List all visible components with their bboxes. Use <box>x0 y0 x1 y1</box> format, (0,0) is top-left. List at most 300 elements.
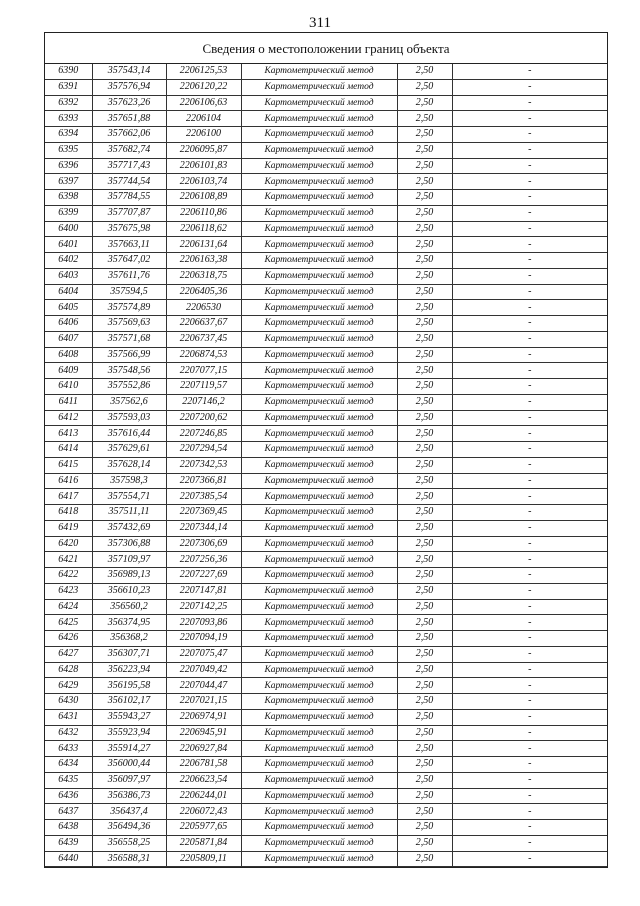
cell-point-number: 6429 <box>45 678 92 694</box>
cell-accuracy: 2,50 <box>397 662 452 678</box>
cell-method: Картометрический метод <box>241 379 397 395</box>
table-row <box>45 111 607 127</box>
cell-method: Картометрический метод <box>241 174 397 190</box>
table-row <box>45 457 607 473</box>
cell-method: Картометрический метод <box>241 111 397 127</box>
table-row <box>45 615 607 631</box>
cell-y-coordinate: 2206100 <box>166 127 241 143</box>
cell-point-number: 6411 <box>45 394 92 410</box>
cell-accuracy: 2,50 <box>397 316 452 332</box>
cell-point-number: 6424 <box>45 599 92 615</box>
cell-method: Картометрический метод <box>241 95 397 111</box>
cell-y-coordinate: 2207093,86 <box>166 615 241 631</box>
cell-x-coordinate: 357662,06 <box>92 127 166 143</box>
cell-method: Картометрический метод <box>241 741 397 757</box>
cell-accuracy: 2,50 <box>397 379 452 395</box>
cell-description: - <box>452 379 607 395</box>
cell-method: Картометрический метод <box>241 253 397 269</box>
cell-x-coordinate: 356368,2 <box>92 631 166 647</box>
cell-accuracy: 2,50 <box>397 127 452 143</box>
table-row <box>45 709 607 725</box>
cell-x-coordinate: 357594,5 <box>92 284 166 300</box>
cell-point-number: 6421 <box>45 552 92 568</box>
cell-y-coordinate: 2206095,87 <box>166 142 241 158</box>
cell-description: - <box>452 127 607 143</box>
cell-y-coordinate: 2207246,85 <box>166 426 241 442</box>
cell-accuracy: 2,50 <box>397 757 452 773</box>
cell-y-coordinate: 2207200,62 <box>166 410 241 426</box>
cell-y-coordinate: 2206104 <box>166 111 241 127</box>
table-row <box>45 426 607 442</box>
cell-y-coordinate: 2206244,01 <box>166 788 241 804</box>
cell-x-coordinate: 356989,13 <box>92 568 166 584</box>
cell-y-coordinate: 2206163,38 <box>166 253 241 269</box>
cell-point-number: 6399 <box>45 205 92 221</box>
cell-x-coordinate: 357109,97 <box>92 552 166 568</box>
cell-method: Картометрический метод <box>241 631 397 647</box>
cell-point-number: 6403 <box>45 268 92 284</box>
cell-accuracy: 2,50 <box>397 64 452 79</box>
cell-point-number: 6412 <box>45 410 92 426</box>
cell-accuracy: 2,50 <box>397 520 452 536</box>
table-row <box>45 284 607 300</box>
cell-method: Картометрический метод <box>241 158 397 174</box>
cell-description: - <box>452 725 607 741</box>
cell-accuracy: 2,50 <box>397 820 452 836</box>
cell-method: Картометрический метод <box>241 127 397 143</box>
cell-x-coordinate: 357717,43 <box>92 158 166 174</box>
table-row <box>45 64 607 79</box>
cell-description: - <box>452 205 607 221</box>
cell-description: - <box>452 788 607 804</box>
cell-y-coordinate: 2207385,54 <box>166 489 241 505</box>
cell-description: - <box>452 615 607 631</box>
cell-method: Картометрический метод <box>241 190 397 206</box>
cell-method: Картометрический метод <box>241 410 397 426</box>
cell-accuracy: 2,50 <box>397 568 452 584</box>
cell-x-coordinate: 355914,27 <box>92 741 166 757</box>
cell-description: - <box>452 142 607 158</box>
table-row <box>45 410 607 426</box>
cell-accuracy: 2,50 <box>397 331 452 347</box>
table-row <box>45 804 607 820</box>
table-row <box>45 363 607 379</box>
cell-y-coordinate: 2206874,53 <box>166 347 241 363</box>
cell-x-coordinate: 355943,27 <box>92 709 166 725</box>
cell-accuracy: 2,50 <box>397 678 452 694</box>
cell-x-coordinate: 357675,98 <box>92 221 166 237</box>
cell-point-number: 6402 <box>45 253 92 269</box>
cell-accuracy: 2,50 <box>397 725 452 741</box>
cell-y-coordinate: 2206125,53 <box>166 64 241 79</box>
cell-method: Картометрический метод <box>241 347 397 363</box>
cell-x-coordinate: 356195,58 <box>92 678 166 694</box>
cell-accuracy: 2,50 <box>397 253 452 269</box>
cell-point-number: 6395 <box>45 142 92 158</box>
cell-accuracy: 2,50 <box>397 347 452 363</box>
cell-x-coordinate: 357306,88 <box>92 536 166 552</box>
cell-accuracy: 2,50 <box>397 457 452 473</box>
cell-description: - <box>452 268 607 284</box>
cell-point-number: 6414 <box>45 442 92 458</box>
table-row <box>45 568 607 584</box>
table-row <box>45 331 607 347</box>
cell-description: - <box>452 694 607 710</box>
cell-x-coordinate: 356000,44 <box>92 757 166 773</box>
cell-description: - <box>452 158 607 174</box>
cell-point-number: 6438 <box>45 820 92 836</box>
cell-description: - <box>452 505 607 521</box>
cell-method: Картометрический метод <box>241 725 397 741</box>
table-row <box>45 268 607 284</box>
table-row <box>45 394 607 410</box>
cell-method: Картометрический метод <box>241 300 397 316</box>
table-row <box>45 536 607 552</box>
cell-point-number: 6392 <box>45 95 92 111</box>
table-row <box>45 505 607 521</box>
cell-description: - <box>452 410 607 426</box>
cell-accuracy: 2,50 <box>397 284 452 300</box>
cell-description: - <box>452 820 607 836</box>
cell-description: - <box>452 394 607 410</box>
cell-y-coordinate: 2206101,83 <box>166 158 241 174</box>
cell-point-number: 6396 <box>45 158 92 174</box>
cell-x-coordinate: 357554,71 <box>92 489 166 505</box>
cell-method: Картометрический метод <box>241 205 397 221</box>
cell-y-coordinate: 2206106,63 <box>166 95 241 111</box>
cell-accuracy: 2,50 <box>397 473 452 489</box>
cell-method: Картометрический метод <box>241 505 397 521</box>
cell-accuracy: 2,50 <box>397 788 452 804</box>
table-row <box>45 662 607 678</box>
cell-x-coordinate: 357707,87 <box>92 205 166 221</box>
cell-method: Картометрический метод <box>241 284 397 300</box>
cell-description: - <box>452 489 607 505</box>
cell-point-number: 6439 <box>45 835 92 851</box>
table-row <box>45 820 607 836</box>
cell-method: Картометрический метод <box>241 489 397 505</box>
cell-method: Картометрический метод <box>241 709 397 725</box>
cell-x-coordinate: 356588,31 <box>92 851 166 867</box>
cell-method: Картометрический метод <box>241 678 397 694</box>
cell-x-coordinate: 356374,95 <box>92 615 166 631</box>
cell-point-number: 6416 <box>45 473 92 489</box>
cell-accuracy: 2,50 <box>397 237 452 253</box>
coordinates-table-body <box>45 64 607 867</box>
cell-y-coordinate: 2206530 <box>166 300 241 316</box>
cell-description: - <box>452 190 607 206</box>
cell-accuracy: 2,50 <box>397 410 452 426</box>
cell-description: - <box>452 174 607 190</box>
cell-y-coordinate: 2206737,45 <box>166 331 241 347</box>
cell-method: Картометрический метод <box>241 599 397 615</box>
table-row <box>45 772 607 788</box>
cell-description: - <box>452 95 607 111</box>
cell-x-coordinate: 356558,25 <box>92 835 166 851</box>
cell-x-coordinate: 357569,63 <box>92 316 166 332</box>
table-row <box>45 237 607 253</box>
cell-description: - <box>452 662 607 678</box>
cell-x-coordinate: 357511,11 <box>92 505 166 521</box>
cell-point-number: 6423 <box>45 583 92 599</box>
cell-point-number: 6409 <box>45 363 92 379</box>
cell-point-number: 6406 <box>45 316 92 332</box>
table-row <box>45 851 607 867</box>
table-row <box>45 347 607 363</box>
cell-accuracy: 2,50 <box>397 709 452 725</box>
cell-point-number: 6434 <box>45 757 92 773</box>
cell-description: - <box>452 111 607 127</box>
cell-description: - <box>452 568 607 584</box>
cell-x-coordinate: 357576,94 <box>92 79 166 95</box>
cell-y-coordinate: 2205977,65 <box>166 820 241 836</box>
cell-point-number: 6435 <box>45 772 92 788</box>
cell-point-number: 6417 <box>45 489 92 505</box>
cell-y-coordinate: 2206318,75 <box>166 268 241 284</box>
table-row <box>45 442 607 458</box>
cell-x-coordinate: 357682,74 <box>92 142 166 158</box>
cell-y-coordinate: 2207369,45 <box>166 505 241 521</box>
cell-description: - <box>452 709 607 725</box>
cell-y-coordinate: 2206110,86 <box>166 205 241 221</box>
cell-y-coordinate: 2207366,81 <box>166 473 241 489</box>
cell-x-coordinate: 357651,88 <box>92 111 166 127</box>
cell-y-coordinate: 2206623,54 <box>166 772 241 788</box>
cell-point-number: 6420 <box>45 536 92 552</box>
cell-point-number: 6394 <box>45 127 92 143</box>
table-row <box>45 757 607 773</box>
cell-accuracy: 2,50 <box>397 694 452 710</box>
cell-point-number: 6405 <box>45 300 92 316</box>
cell-method: Картометрический метод <box>241 473 397 489</box>
cell-description: - <box>452 835 607 851</box>
cell-description: - <box>452 536 607 552</box>
cell-x-coordinate: 357598,3 <box>92 473 166 489</box>
cell-accuracy: 2,50 <box>397 631 452 647</box>
cell-method: Картометрический метод <box>241 316 397 332</box>
cell-point-number: 6404 <box>45 284 92 300</box>
cell-method: Картометрический метод <box>241 788 397 804</box>
cell-point-number: 6433 <box>45 741 92 757</box>
cell-description: - <box>452 599 607 615</box>
cell-description: - <box>452 284 607 300</box>
cell-method: Картометрический метод <box>241 442 397 458</box>
cell-x-coordinate: 356560,2 <box>92 599 166 615</box>
cell-point-number: 6407 <box>45 331 92 347</box>
cell-y-coordinate: 2207077,15 <box>166 363 241 379</box>
cell-x-coordinate: 356102,17 <box>92 694 166 710</box>
cell-y-coordinate: 2206120,22 <box>166 79 241 95</box>
cell-accuracy: 2,50 <box>397 646 452 662</box>
cell-method: Картометрический метод <box>241 552 397 568</box>
cell-y-coordinate: 2206103,74 <box>166 174 241 190</box>
cell-method: Картометрический метод <box>241 79 397 95</box>
cell-method: Картометрический метод <box>241 851 397 867</box>
cell-accuracy: 2,50 <box>397 158 452 174</box>
cell-description: - <box>452 363 607 379</box>
cell-y-coordinate: 2206108,89 <box>166 190 241 206</box>
cell-y-coordinate: 2207294,54 <box>166 442 241 458</box>
cell-y-coordinate: 2207075,47 <box>166 646 241 662</box>
cell-description: - <box>452 772 607 788</box>
table-row <box>45 678 607 694</box>
cell-description: - <box>452 347 607 363</box>
cell-y-coordinate: 2207044,47 <box>166 678 241 694</box>
cell-x-coordinate: 356437,4 <box>92 804 166 820</box>
cell-accuracy: 2,50 <box>397 741 452 757</box>
cell-x-coordinate: 357574,89 <box>92 300 166 316</box>
cell-point-number: 6410 <box>45 379 92 395</box>
table-row <box>45 190 607 206</box>
cell-x-coordinate: 357548,56 <box>92 363 166 379</box>
cell-method: Картометрический метод <box>241 237 397 253</box>
table-row <box>45 599 607 615</box>
cell-accuracy: 2,50 <box>397 142 452 158</box>
cell-description: - <box>452 237 607 253</box>
cell-description: - <box>452 851 607 867</box>
cell-x-coordinate: 357647,02 <box>92 253 166 269</box>
cell-point-number: 6430 <box>45 694 92 710</box>
cell-method: Картометрический метод <box>241 363 397 379</box>
cell-method: Картометрический метод <box>241 804 397 820</box>
cell-method: Картометрический метод <box>241 583 397 599</box>
cell-method: Картометрический метод <box>241 568 397 584</box>
table-row <box>45 725 607 741</box>
table-row <box>45 174 607 190</box>
cell-method: Картометрический метод <box>241 331 397 347</box>
table-row <box>45 552 607 568</box>
table-row <box>45 835 607 851</box>
cell-accuracy: 2,50 <box>397 835 452 851</box>
cell-accuracy: 2,50 <box>397 111 452 127</box>
cell-point-number: 6436 <box>45 788 92 804</box>
cell-x-coordinate: 357432,69 <box>92 520 166 536</box>
cell-point-number: 6418 <box>45 505 92 521</box>
cell-x-coordinate: 357611,76 <box>92 268 166 284</box>
table-row <box>45 694 607 710</box>
cell-y-coordinate: 2205871,84 <box>166 835 241 851</box>
cell-accuracy: 2,50 <box>397 426 452 442</box>
cell-accuracy: 2,50 <box>397 536 452 552</box>
cell-method: Картометрический метод <box>241 646 397 662</box>
cell-y-coordinate: 2205809,11 <box>166 851 241 867</box>
table-row <box>45 95 607 111</box>
cell-method: Картометрический метод <box>241 64 397 79</box>
cell-y-coordinate: 2206131,64 <box>166 237 241 253</box>
cell-description: - <box>452 79 607 95</box>
cell-y-coordinate: 2206118,62 <box>166 221 241 237</box>
cell-description: - <box>452 646 607 662</box>
cell-y-coordinate: 2206781,58 <box>166 757 241 773</box>
cell-accuracy: 2,50 <box>397 190 452 206</box>
cell-accuracy: 2,50 <box>397 615 452 631</box>
cell-description: - <box>452 253 607 269</box>
cell-accuracy: 2,50 <box>397 205 452 221</box>
cell-description: - <box>452 678 607 694</box>
cell-accuracy: 2,50 <box>397 772 452 788</box>
cell-method: Картометрический метод <box>241 694 397 710</box>
cell-accuracy: 2,50 <box>397 221 452 237</box>
cell-y-coordinate: 2206927,84 <box>166 741 241 757</box>
table-row <box>45 79 607 95</box>
boundary-coordinates-sheet <box>44 32 608 868</box>
cell-accuracy: 2,50 <box>397 268 452 284</box>
cell-y-coordinate: 2207094,19 <box>166 631 241 647</box>
cell-x-coordinate: 357593,03 <box>92 410 166 426</box>
cell-point-number: 6391 <box>45 79 92 95</box>
cell-point-number: 6419 <box>45 520 92 536</box>
cell-y-coordinate: 2207344,14 <box>166 520 241 536</box>
cell-description: - <box>452 804 607 820</box>
cell-x-coordinate: 357784,55 <box>92 190 166 206</box>
cell-x-coordinate: 356494,36 <box>92 820 166 836</box>
cell-point-number: 6437 <box>45 804 92 820</box>
cell-x-coordinate: 356223,94 <box>92 662 166 678</box>
table-row <box>45 741 607 757</box>
cell-point-number: 6398 <box>45 190 92 206</box>
cell-accuracy: 2,50 <box>397 394 452 410</box>
cell-description: - <box>452 631 607 647</box>
cell-y-coordinate: 2207147,81 <box>166 583 241 599</box>
cell-x-coordinate: 357543,14 <box>92 64 166 79</box>
cell-accuracy: 2,50 <box>397 505 452 521</box>
cell-x-coordinate: 357566,99 <box>92 347 166 363</box>
cell-method: Картометрический метод <box>241 457 397 473</box>
cell-method: Картометрический метод <box>241 268 397 284</box>
cell-x-coordinate: 357571,68 <box>92 331 166 347</box>
cell-x-coordinate: 356307,71 <box>92 646 166 662</box>
table-row <box>45 646 607 662</box>
cell-method: Картометрический метод <box>241 662 397 678</box>
cell-point-number: 6428 <box>45 662 92 678</box>
table-row <box>45 520 607 536</box>
cell-x-coordinate: 356097,97 <box>92 772 166 788</box>
cell-x-coordinate: 357616,44 <box>92 426 166 442</box>
cell-description: - <box>452 757 607 773</box>
table-row <box>45 158 607 174</box>
cell-y-coordinate: 2206072,43 <box>166 804 241 820</box>
cell-x-coordinate: 357552,86 <box>92 379 166 395</box>
cell-method: Картометрический метод <box>241 772 397 788</box>
cell-point-number: 6413 <box>45 426 92 442</box>
cell-accuracy: 2,50 <box>397 552 452 568</box>
cell-x-coordinate: 357629,61 <box>92 442 166 458</box>
table-row <box>45 253 607 269</box>
cell-accuracy: 2,50 <box>397 489 452 505</box>
cell-x-coordinate: 355923,94 <box>92 725 166 741</box>
cell-accuracy: 2,50 <box>397 300 452 316</box>
cell-description: - <box>452 64 607 79</box>
table-row <box>45 788 607 804</box>
cell-point-number: 6425 <box>45 615 92 631</box>
table-row <box>45 473 607 489</box>
cell-x-coordinate: 357562,6 <box>92 394 166 410</box>
cell-y-coordinate: 2206974,91 <box>166 709 241 725</box>
cell-accuracy: 2,50 <box>397 442 452 458</box>
coordinates-table <box>45 64 607 867</box>
cell-y-coordinate: 2206405,36 <box>166 284 241 300</box>
cell-y-coordinate: 2207306,69 <box>166 536 241 552</box>
cell-point-number: 6427 <box>45 646 92 662</box>
cell-y-coordinate: 2207342,53 <box>166 457 241 473</box>
cell-y-coordinate: 2206637,67 <box>166 316 241 332</box>
cell-point-number: 6426 <box>45 631 92 647</box>
cell-description: - <box>452 473 607 489</box>
cell-description: - <box>452 316 607 332</box>
cell-x-coordinate: 356610,23 <box>92 583 166 599</box>
cell-description: - <box>452 300 607 316</box>
cell-accuracy: 2,50 <box>397 804 452 820</box>
